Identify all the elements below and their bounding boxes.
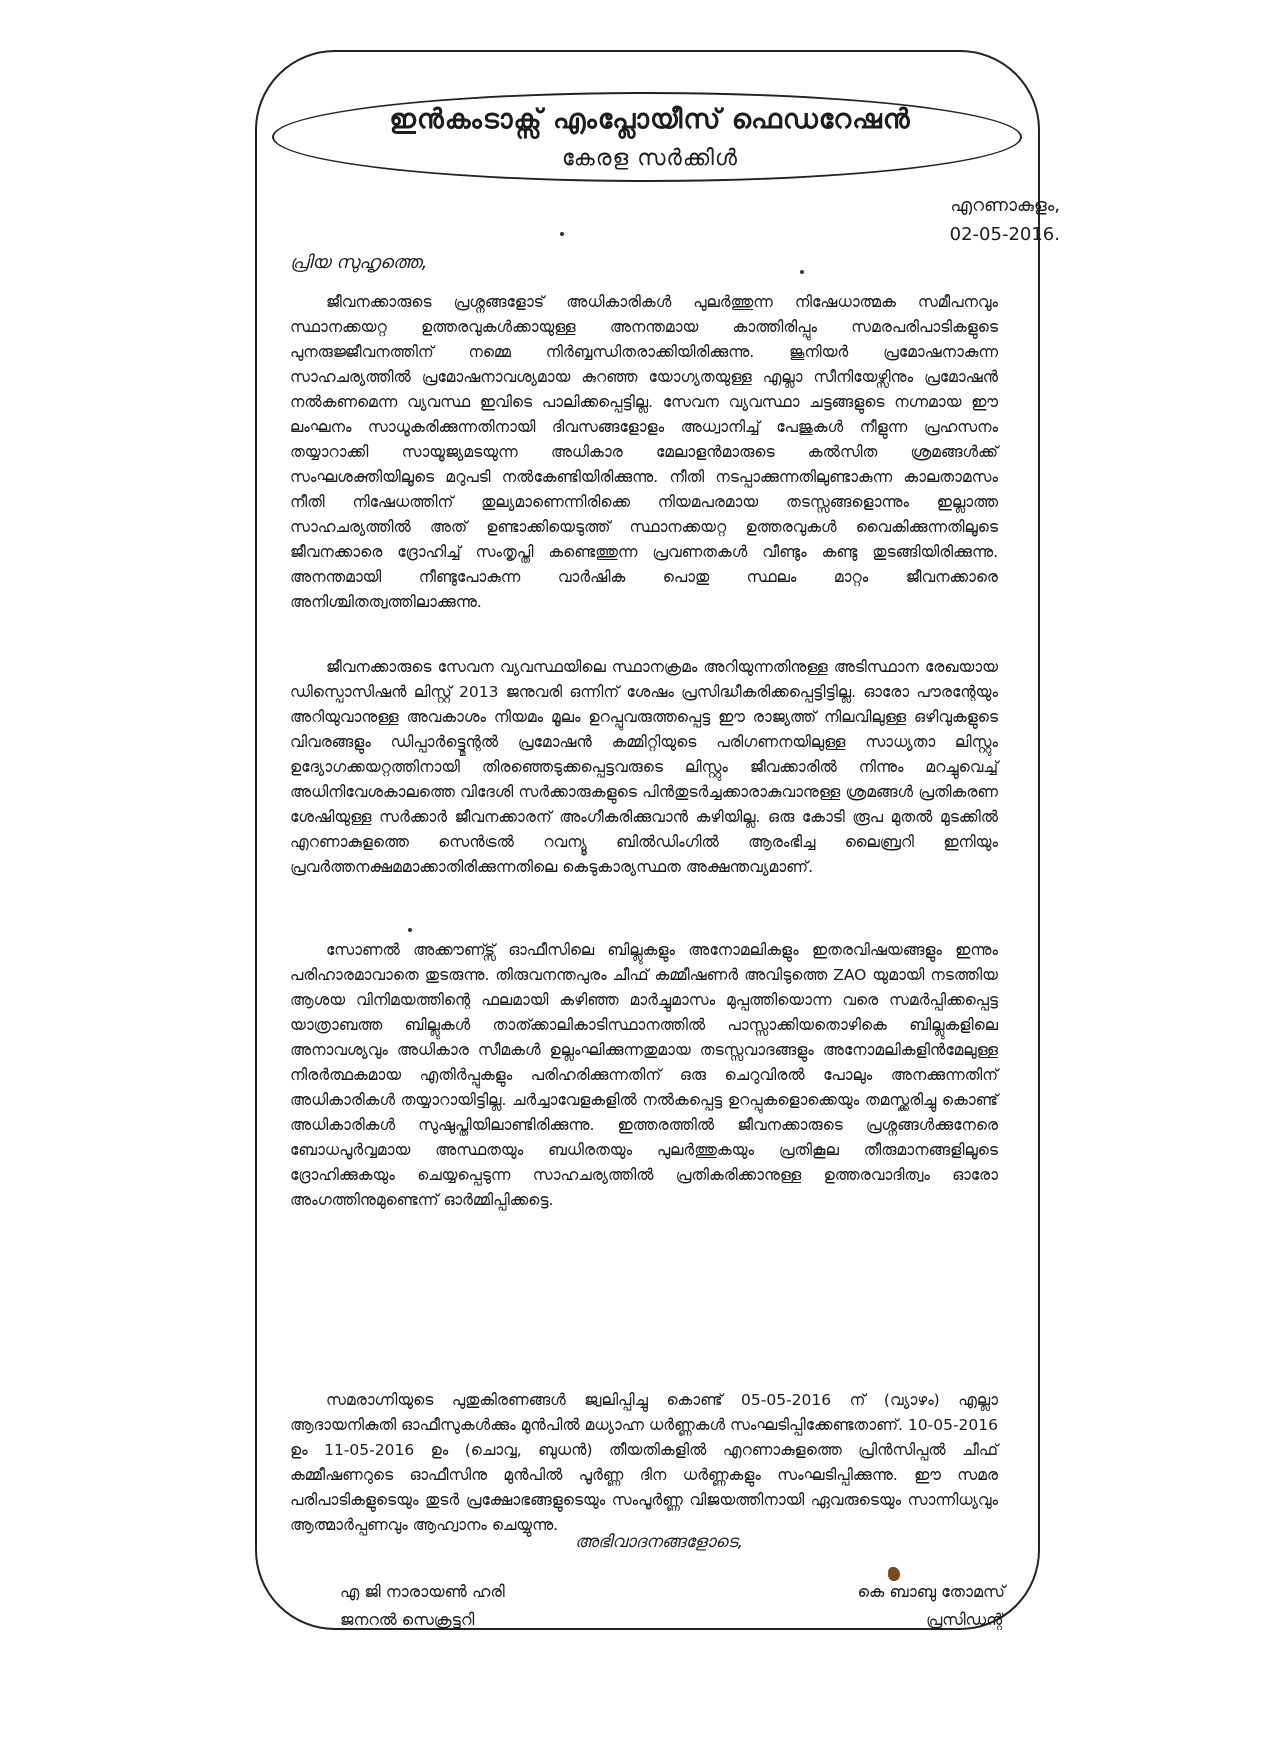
body-paragraph: ജീവനക്കാരുടെ പ്രശ്നങ്ങളോട് അധികാരികൾ പുലർത്തുന്ന നിഷേധാത്മക സമീപനവും സ്ഥാനക്കയറ്റ ഉത്തരവുകൾക്കായുള്ള അനന്തമായ കാത്തിരിപ്പും സമരപരിപാടികളുടെ പുനരുജ്ജീവനത്തിന് നമ്മെ നിർബ്ബന്ധിതരാക്കിയിരിക്കുന്നു. ജൂനിയർ പ്രമോഷനാകുന്ന സാഹചര്യത്തിൽ പ്രമോഷനാവശ്യമായ കുറഞ്ഞ യോഗ്യതയുള്ള എല്ലാ സീനിയേഴ്സിനും പ്രമോഷൻ നൽകണമെന്ന വ്യവസ്ഥ ഇവിടെ പാലിക്കപ്പെട്ടില്ല. സേവന വ്യവസ്ഥാ ചട്ടങ്ങളുടെ നഗ്നമായ ഈ ലംഘനം സാധൂകരിക്കുന്നതിനായി ദിവസങ്ങളോളം അധ്വാനിച്ച് പേജുകൾ നീളുന്ന പ്രഹസനം തയ്യാറാക്കി സായൂജ്യമടയുന്ന അധികാര മേലാളൻമാരുടെ കൽസിത ശ്രമങ്ങൾക്ക് സംഘശക്തിയിലൂടെ മറുപടി നൽകേണ്ടിയിരിക്കുന്നു. നീതി നടപ്പാക്കുന്നതിലുണ്ടാകുന്ന കാലതാമസം നീതി നിഷേധത്തിന് തുല്യമാണെന്നിരിക്കെ നിയമപരമായ തടസ്സങ്ങളൊന്നും ഇല്ലാത്ത സാഹചര്യത്തിൽ അത് ഉണ്ടാക്കിയെടുത്ത് സ്ഥാനക്കയറ്റ ഉത്തരവുകൾ വൈകിക്കുന്നതിലൂടെ ജീവനക്കാരെ ദ്രോഹിച്ച് സംതൃപ്തി കണ്ടെത്തുന്ന പ്രവണതകൾ വീണ്ടും കണ്ടു തുടങ്ങിയിരിക്കുന്നു. അനന്തമായി നീണ്ടുപോകുന്ന വാർഷിക പൊതു സ്ഥലം മാറ്റം ജീവനക്കാരെ അനിശ്ചിതത്വത്തിലാക്കുന്നു. xyxy=(290,293,998,611)
signatory-title: പ്രസിഡന്റ് xyxy=(926,1610,1005,1629)
signatory-general-secretary xyxy=(340,1578,505,1634)
signatory-title: ജനറൽ സെക്രട്ടറി xyxy=(340,1610,475,1629)
signatory-name: കെ ബാബു തോമസ് xyxy=(857,1582,1005,1601)
signatory-president xyxy=(858,1578,1005,1634)
circle-name: കേരള സർക്കിൾ xyxy=(562,146,738,171)
organization-name: ഇൻകംടാക്സ് എംപ്ലോയീസ് ഫെഡറേഷൻ xyxy=(389,104,911,135)
signatory-name: എ ജി നാരായൺ ഹരി xyxy=(340,1582,505,1601)
scan-speck xyxy=(408,928,412,932)
letter-date: 02-05-2016. xyxy=(949,224,1060,245)
letter-place: എറണാകുളം, xyxy=(950,195,1060,216)
salutation: പ്രിയ സുഹൃത്തെ, xyxy=(290,252,428,273)
body-paragraph: ജീവനക്കാരുടെ സേവന വ്യവസ്ഥയിലെ സ്ഥാനക്രമം അറിയുന്നതിനുള്ള അടിസ്ഥാന രേഖയായ ഡിസ്പൊസിഷൻ ലിസ്റ്റ് 2013 ജനുവരി ഒന്നിന് ശേഷം പ്രസിദ്ധീകരിക്കപ്പെട്ടിട്ടില്ല. ഓരോ പൗരന്റേയും അറിയുവാനുള്ള അവകാശം നിയമം മൂലം ഉറപ്പുവരുത്തപ്പെട്ട ഈ രാജ്യത്ത് നിലവിലുള്ള ഒഴിവുകളുടെ വിവരങ്ങളും ഡിപ്പാർട്ട്മെന്റൽ പ്രമോഷൻ കമ്മിറ്റിയുടെ പരിഗണനയിലുള്ള സാധ്യതാ ലിസ്റ്റും ഉദ്യോഗക്കയറ്റത്തിനായി തിരഞ്ഞെടുക്കപ്പെട്ടവരുടെ ലിസ്റ്റും ജീവക്കാരിൽ നിന്നും മറച്ചുവെച്ച് അധിനിവേശകാലത്തെ വിദേശി സർക്കാരുകളുടെ പിൻതുടർച്ചക്കാരാകുവാനുള്ള ശ്രമങ്ങൾ പ്രതികരണ ശേഷിയുള്ള സർക്കാർ ജീവനക്കാരന് അംഗീകരിക്കുവാൻ കഴിയില്ല. ഒരു കോടി രൂപ മുതൽ മുടക്കിൽ എറണാകുളത്തെ സെൻട്രൽ റവന്യൂ ബിൽഡിംഗിൽ ആരംഭിച്ച ലൈബ്രറി ഇനിയും പ്രവർത്തനക്ഷമമാക്കാതിരിക്കുന്നതിലെ കെടുകാര്യസ്ഥത അക്ഷന്തവ്യമാണ്. xyxy=(290,658,998,876)
body-paragraph: സമരാഗ്നിയുടെ പുതുകിരണങ്ങൾ ജ്വലിപ്പിച്ചു കൊണ്ട് 05-05-2016 ന് (വ്യാഴം) എല്ലാ ആദായനികുതി ഓഫീസുകൾക്കും മുൻപിൽ മധ്യാഹ്ന ധർണ്ണകൾ സംഘടിപ്പിക്കേണ്ടതാണ്. 10-05-2016 ഉം 11-05-2016 ഉം (ചൊവ്വ, ബുധൻ) തീയതികളിൽ എറണാകുളത്തെ പ്രിൻസിപ്പൽ ചീഫ് കമ്മീഷണറുടെ ഓഫീസിനു മുൻപിൽ പൂർണ്ണ ദിന ധർണ്ണകളും സംഘടിപ്പിക്കുന്നു. ഈ സമര പരിപാടികളുടെയും തുടർ പ്രക്ഷോഭങ്ങളുടെയും സംപൂർണ്ണ വിജയത്തിനായി ഏവരുടെയും സാന്നിധ്യവും ആത്മാർപ്പണവും ആഹ്വാനം ചെയ്യുന്നു. xyxy=(290,1391,998,1534)
closing-greeting: അഭിവാദനങ്ങളോടെ, xyxy=(575,1532,743,1552)
scan-speck xyxy=(800,270,804,274)
body-paragraph: സോണൽ അക്കൗണ്ട്സ് ഓഫീസിലെ ബില്ലുകളും അനോമലികളും ഇതരവിഷയങ്ങളും ഇന്നും പരിഹാരമാവാതെ തുടരുന്നു. തിരുവനന്തപുരം ചീഫ് കമ്മീഷണർ അവിടുത്തെ ZAO യുമായി നടത്തിയ ആശയ വിനിമയത്തിന്റെ ഫലമായി കഴിഞ്ഞ മാർച്ചുമാസം മുപ്പത്തിയൊന്ന വരെ സമർപ്പിക്കപ്പെട്ട യാത്രാബത്ത ബില്ലുകൾ താത്ക്കാലികാടിസ്ഥാനത്തിൽ പാസ്സാക്കിയതൊഴികെ ബില്ലുകളിലെ അനാവശ്യവും അധികാര സീമകൾ ഉല്ലംഘിക്കുന്നതുമായ തടസ്സവാദങ്ങളും അനോമലികളിൻമേലുള്ള നിരർത്ഥകമായ എതിർപ്പുകളും പരിഹരിക്കുന്നതിന് ഒരു ചെറുവിരൽ പോലും അനക്കുന്നതിന് അധികാരികൾ തയ്യാറായിട്ടില്ല. ചർച്ചാവേളകളിൽ നൽകപ്പെട്ട ഉറപ്പുകളൊക്കെയും തമസ്ക്കരിച്ചു കൊണ്ട് അധികാരികൾ സുഷുപ്തിയിലാണ്ടിരിക്കുന്നു. ഇത്തരത്തിൽ ജീവനക്കാരുടെ പ്രശ്നങ്ങൾക്കുനേരെ ബോധപൂർവ്വമായ അസ്ഥതയും ബധിരതയും പുലർത്തുകയും പ്രതികൂല തീരുമാനങ്ങളിലൂടെ ദ്രോഹിക്കുകയും ചെയ്യപ്പെടുന്ന സാഹചര്യത്തിൽ പ്രതികരിക്കാനുള്ള ഉത്തരവാദിത്വം ഓരോ അംഗത്തിനുമുണ്ടെന്ന് ഓർമ്മിപ്പിക്കട്ടെ. xyxy=(290,941,998,1209)
scan-speck xyxy=(560,232,564,236)
